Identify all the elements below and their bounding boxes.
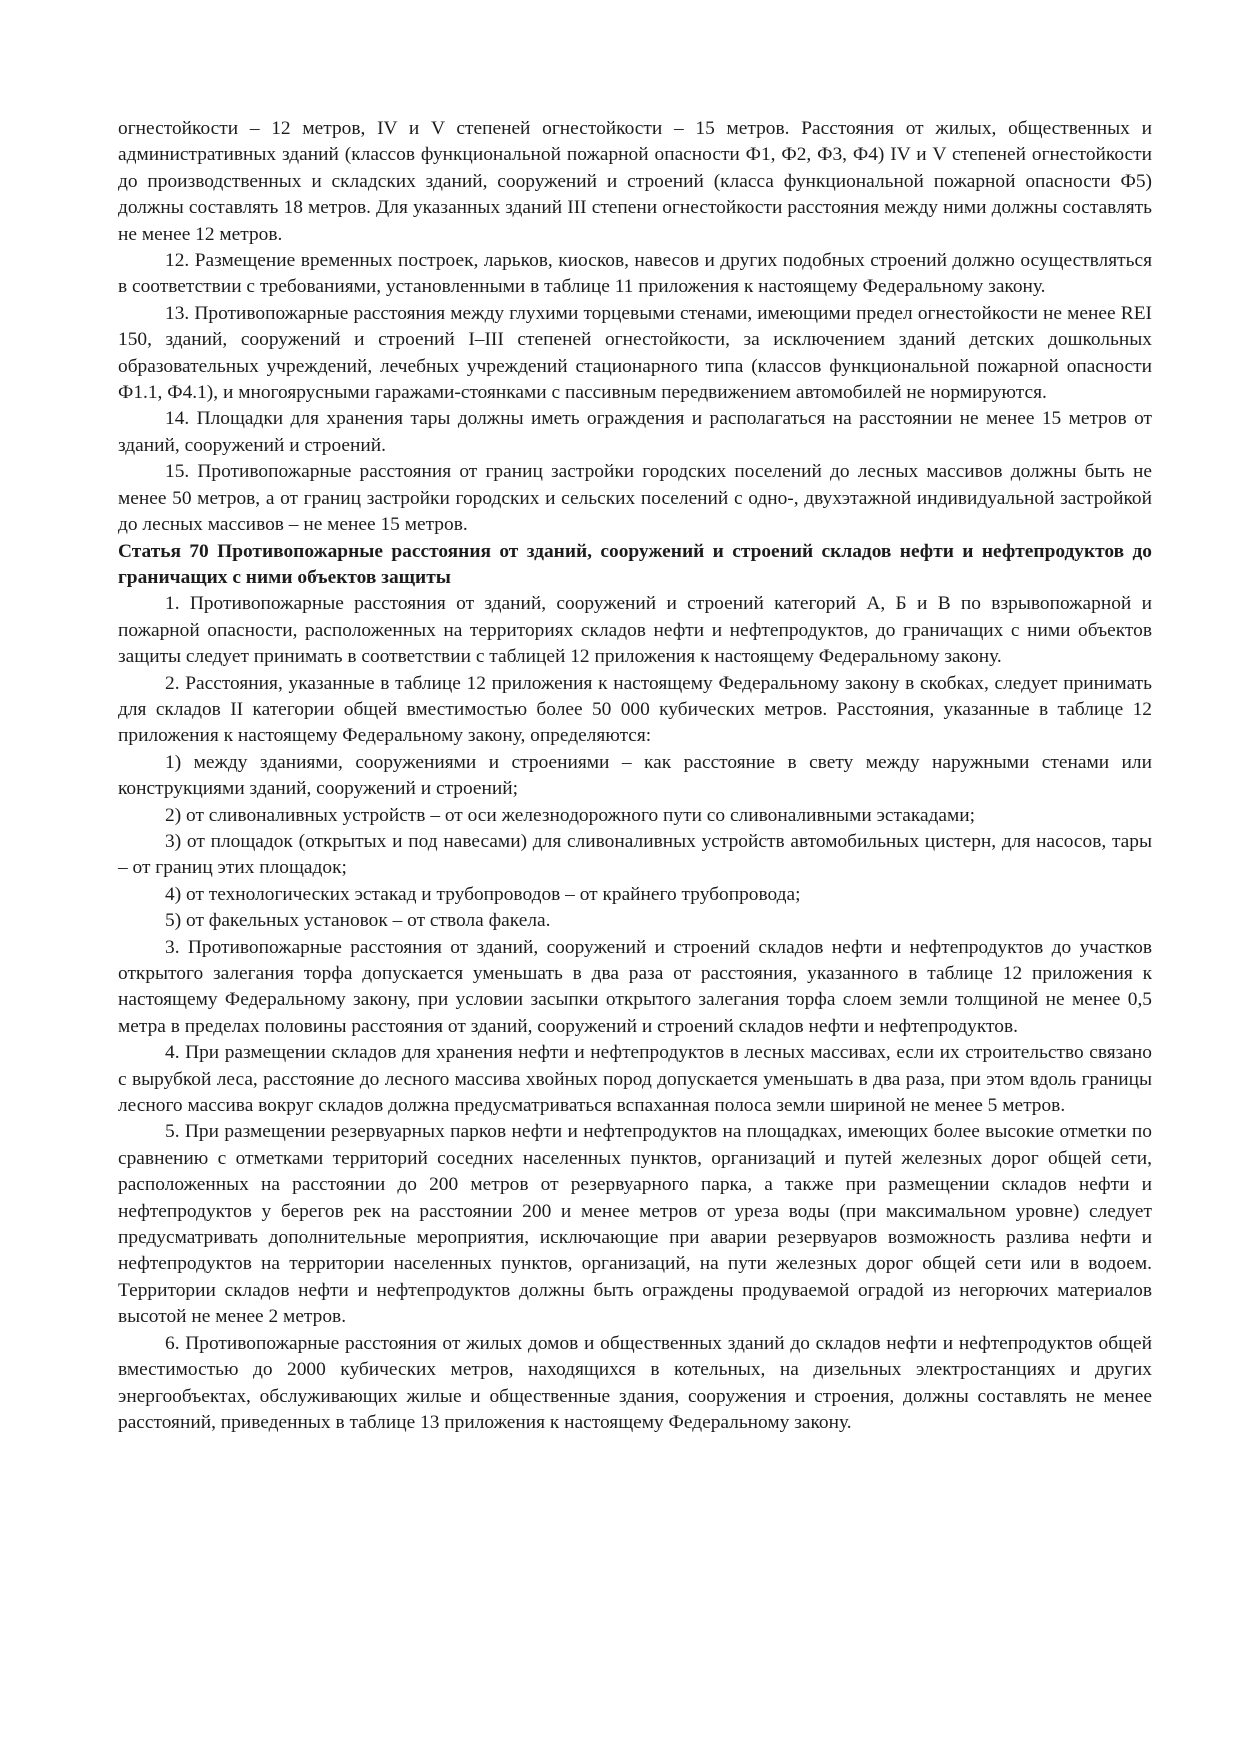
paragraph-item-14: 14. Площадки для хранения тары должны иметь ограждения и располагаться на расстоянии не менее 15 метров от зданий, сооружений и строений. [118, 408, 1152, 456]
paragraph-article-70-item-2: 2. Расстояния, указанные в таблице 12 приложения к настоящему Федеральному закону в скобках, следует принимать для складов II категории общей вместимостью более 50 000 кубических метров. Расстояния, указанные в таблице 12 приложения к настоящему Федеральному закону, определяются: [118, 672, 1152, 747]
paragraph-item-13: 13. Противопожарные расстояния между глухими торцевыми стенами, имеющими предел огнестойкости не менее REI 150, зданий, сооружений и строений I–III степеней огнестойкости, за исключением зданий детских дошкольных образовательных учреждений, лечебных учреждений стационарного типа (классов функциональной пожарной опасности Ф1.1, Ф4.1), и многоярусными гаражами-стоянками с пассивным передвижением автомобилей не нормируются. [118, 302, 1152, 404]
subitem-4: 4) от технологических эстакад и трубопроводов – от крайнего трубопровода; [165, 883, 801, 905]
paragraph-article-70-item-1: 1. Противопожарные расстояния от зданий, сооружений и строений категорий А, Б и В по взрывопожарной и пожарной опасности, расположенных на территориях складов нефти и нефтепродуктов, до граничащих с ними объектов защиты следует принимать в соответствии с таблицей 12 приложения к настоящему Федеральному закону. [118, 593, 1152, 668]
subitem-3: 3) от площадок (открытых и под навесами) для сливоналивных устройств автомобильных цистерн, для насосов, тары – от границ этих площадок; [118, 830, 1152, 879]
paragraph-item-12: 12. Размещение временных построек, ларьков, киосков, навесов и других подобных строений должно осуществляться в соответствии с требованиями, установленными в таблице 11 приложения к настоящему Федеральному закону. [118, 250, 1152, 298]
subitem-1: 1) между зданиями, сооружениями и строениями – как расстояние в свету между наружными стенами или конструкциями зданий, сооружений и строений; [118, 751, 1152, 800]
paragraph-article-70-item-3: 3. Противопожарные расстояния от зданий, сооружений и строений складов нефти и нефтепродуктов до участков открытого залегания торфа допускается уменьшать в два раза от расстояния, указанного в таблице 12 приложения к настоящему Федеральному закону, при условии засыпки открытого залегания торфа слоем земли толщиной не менее 0,5 метра в пределах половины расстояния от зданий, сооружений и строений складов нефти и нефтепродуктов. [118, 936, 1152, 1037]
subitem-2: 2) от сливоналивных устройств – от оси железнодорожного пути со сливоналивными эстакадами; [165, 804, 976, 826]
subitem-5: 5) от факельных установок – от ствола факела. [165, 910, 551, 932]
article-70-heading: Статья 70 Противопожарные расстояния от зданий, сооружений и строений складов нефти и нефтепродуктов до граничащих с ними объектов защиты [118, 540, 1152, 588]
paragraph-article-70-item-4: 4. При размещении складов для хранения нефти и нефтепродуктов в лесных массивах, если их строительство связано с вырубкой леса, расстояние до лесного массива хвойных пород допускается уменьшать в два раза, при этом вдоль границы лесного массива вокруг складов должна предусматриваться вспаханная полоса земли шириной не менее 5 метров. [118, 1042, 1152, 1117]
paragraph-article-70-item-5: 5. При размещении резервуарных парков нефти и нефтепродуктов на площадках, имеющих более высокие отметки по сравнению с отметками территорий соседних населенных пунктов, организаций и путей железных дорог общей сети, расположенных на расстоянии до 200 метров от резервуарного парка, а также при размещении складов нефти и нефтепродуктов у берегов рек на расстоянии 200 и менее метров от уреза воды (при максимальном уровне) следует предусматривать дополнительные мероприятия, исключающие при аварии резервуаров возможность разлива нефти и нефтепродуктов на территории населенных пунктов, организаций, на пути железных дорог общей сети или в водоем. Территории складов нефти и нефтепродуктов должны быть ограждены продуваемой оградой из негорючих материалов высотой не менее 2 метров. [118, 1121, 1152, 1328]
paragraph-item-15: 15. Противопожарные расстояния от границ застройки городских поселений до лесных массивов должны быть не менее 50 метров, а от границ застройки городских и сельских поселений с одно-, двухэтажной индивидуальной застройкой до лесных массивов – не менее 15 метров. [118, 461, 1152, 536]
document-page [118, 116, 1152, 1436]
paragraph-article-70-item-6: 6. Противопожарные расстояния от жилых домов и общественных зданий до складов нефти и нефтепродуктов общей вместимостью до 2000 кубических метров, находящихся в котельных, на дизельных электростанциях и других энергообъектах, обслуживающих жилые и общественные здания, сооружения и строения, должны составлять не менее расстояний, приведенных в таблице 13 приложения к настоящему Федеральному закону. [118, 1332, 1152, 1433]
paragraph-continuation: огнестойкости – 12 метров, IV и V степеней огнестойкости – 15 метров. Расстояния от жилых, общественных и административных зданий (классов функциональной пожарной опасности Ф1, Ф2, Ф3, Ф4) IV и V степеней огнестойкости до производственных и складских зданий, сооружений и строений (класса функциональной пожарной опасности Ф5) должны составлять 18 метров. Для указанных зданий III степени огнестойкости расстояния между ними должны составлять не менее 12 метров. [118, 118, 1152, 245]
